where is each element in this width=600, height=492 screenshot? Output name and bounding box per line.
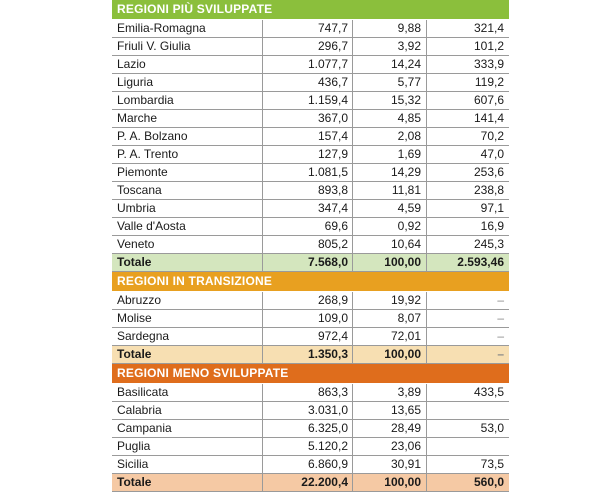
region-cell: Sicilia <box>112 456 263 473</box>
value-cell: 1.077,7 <box>263 56 353 73</box>
table-row <box>112 56 509 74</box>
region-cell: Puglia <box>112 438 263 455</box>
region-cell: Sardegna <box>112 328 263 345</box>
value-cell: 296,7 <box>263 38 353 55</box>
percent-cell: 0,92 <box>353 218 427 235</box>
total-row <box>112 346 509 364</box>
total-value: 1.350,3 <box>263 346 353 363</box>
section-piu-sviluppate <box>112 0 509 272</box>
table-row <box>112 310 509 328</box>
percent-cell: 23,06 <box>353 438 427 455</box>
table-row <box>112 218 509 236</box>
value-cell: 893,8 <box>263 182 353 199</box>
value-cell: – <box>497 311 504 325</box>
value-cell: 6.860,9 <box>263 456 353 473</box>
value-cell: 53,0 <box>480 421 504 435</box>
table-row <box>112 128 509 146</box>
total-value: 560,0 <box>473 475 504 489</box>
table-row <box>112 164 509 182</box>
value-cell: 433,5 <box>473 385 504 399</box>
value-cell: 141,4 <box>473 111 504 125</box>
percent-cell: 4,59 <box>353 200 427 217</box>
value-cell: 1.159,4 <box>263 92 353 109</box>
percent-cell: 11,81 <box>353 182 427 199</box>
value-cell: 73,5 <box>480 457 504 471</box>
value-cell: 47,0 <box>480 147 504 161</box>
total-percent: 100,00 <box>353 254 427 271</box>
table-row <box>112 38 509 56</box>
table-row <box>112 438 509 456</box>
value-cell: 321,4 <box>473 21 504 35</box>
value-cell: 97,1 <box>480 201 504 215</box>
total-value: 2.593,46 <box>457 255 504 269</box>
value-cell: 5.120,2 <box>263 438 353 455</box>
region-cell: P. A. Trento <box>112 146 263 163</box>
percent-cell: 2,08 <box>353 128 427 145</box>
percent-cell: 8,07 <box>353 310 427 327</box>
total-percent: 100,00 <box>353 346 427 363</box>
region-cell: Marche <box>112 110 263 127</box>
total-label: Totale <box>112 254 263 271</box>
region-cell: Lombardia <box>112 92 263 109</box>
table-row <box>112 20 509 38</box>
percent-cell: 10,64 <box>353 236 427 253</box>
section-header: REGIONI PIÙ SVILUPPATE <box>112 0 509 20</box>
table-row <box>112 236 509 254</box>
value-cell: 6.325,0 <box>263 420 353 437</box>
value-cell: 127,9 <box>263 146 353 163</box>
value-cell: 70,2 <box>480 129 504 143</box>
region-cell: Basilicata <box>112 384 263 401</box>
table-row <box>112 92 509 110</box>
region-cell: Campania <box>112 420 263 437</box>
percent-cell: 30,91 <box>353 456 427 473</box>
value-cell: 1.081,5 <box>263 164 353 181</box>
value-cell: 253,6 <box>473 165 504 179</box>
section-header: REGIONI IN TRANSIZIONE <box>112 272 509 292</box>
value-cell: 805,2 <box>263 236 353 253</box>
value-cell: 3.031,0 <box>263 402 353 419</box>
value-cell <box>427 402 509 419</box>
region-cell: Umbria <box>112 200 263 217</box>
section-meno-sviluppate <box>112 364 509 492</box>
value-cell: 268,9 <box>263 292 353 309</box>
region-cell: Molise <box>112 310 263 327</box>
percent-cell: 14,29 <box>353 164 427 181</box>
total-percent: 100,00 <box>353 474 427 491</box>
value-cell: 347,4 <box>263 200 353 217</box>
value-cell: 238,8 <box>473 183 504 197</box>
region-cell: P. A. Bolzano <box>112 128 263 145</box>
region-cell: Emilia-Romagna <box>112 20 263 37</box>
percent-cell: 19,92 <box>353 292 427 309</box>
percent-cell: 15,32 <box>353 92 427 109</box>
total-value: – <box>497 347 504 361</box>
table-row <box>112 384 509 402</box>
value-cell: 333,9 <box>473 57 504 71</box>
table-row <box>112 328 509 346</box>
value-cell: 972,4 <box>263 328 353 345</box>
value-cell: 607,6 <box>473 93 504 107</box>
total-row <box>112 474 509 492</box>
value-cell: 109,0 <box>263 310 353 327</box>
region-cell: Lazio <box>112 56 263 73</box>
funds-table <box>112 0 509 492</box>
section-header: REGIONI MENO SVILUPPATE <box>112 364 509 384</box>
table-row <box>112 420 509 438</box>
value-cell: 69,6 <box>263 218 353 235</box>
table-row <box>112 110 509 128</box>
total-value: 7.568,0 <box>263 254 353 271</box>
percent-cell: 72,01 <box>353 328 427 345</box>
value-cell: 245,3 <box>473 237 504 251</box>
value-cell: – <box>497 329 504 343</box>
value-cell: 747,7 <box>263 20 353 37</box>
table-row <box>112 146 509 164</box>
region-cell: Valle d'Aosta <box>112 218 263 235</box>
percent-cell: 28,49 <box>353 420 427 437</box>
value-cell: 367,0 <box>263 110 353 127</box>
value-cell: 863,3 <box>263 384 353 401</box>
table-row <box>112 200 509 218</box>
section-in-transizione <box>112 272 509 364</box>
total-row <box>112 254 509 272</box>
table-row <box>112 292 509 310</box>
value-cell: 436,7 <box>263 74 353 91</box>
value-cell: 101,2 <box>473 39 504 53</box>
region-cell: Liguria <box>112 74 263 91</box>
table-row <box>112 456 509 474</box>
table-row <box>112 182 509 200</box>
region-cell: Calabria <box>112 402 263 419</box>
region-cell: Veneto <box>112 236 263 253</box>
region-cell: Abruzzo <box>112 292 263 309</box>
region-cell: Toscana <box>112 182 263 199</box>
region-cell: Friuli V. Giulia <box>112 38 263 55</box>
value-cell: – <box>497 293 504 307</box>
total-label: Totale <box>112 346 263 363</box>
value-cell: 16,9 <box>480 219 504 233</box>
total-value: 22.200,4 <box>263 474 353 491</box>
table-row <box>112 402 509 420</box>
table-row <box>112 74 509 92</box>
value-cell <box>427 438 509 455</box>
percent-cell: 13,65 <box>353 402 427 419</box>
region-cell: Piemonte <box>112 164 263 181</box>
percent-cell: 9,88 <box>353 20 427 37</box>
percent-cell: 1,69 <box>353 146 427 163</box>
percent-cell: 4,85 <box>353 110 427 127</box>
total-label: Totale <box>112 474 263 491</box>
percent-cell: 14,24 <box>353 56 427 73</box>
percent-cell: 3,92 <box>353 38 427 55</box>
value-cell: 119,2 <box>474 75 504 89</box>
value-cell: 157,4 <box>263 128 353 145</box>
percent-cell: 5,77 <box>353 74 427 91</box>
percent-cell: 3,89 <box>353 384 427 401</box>
